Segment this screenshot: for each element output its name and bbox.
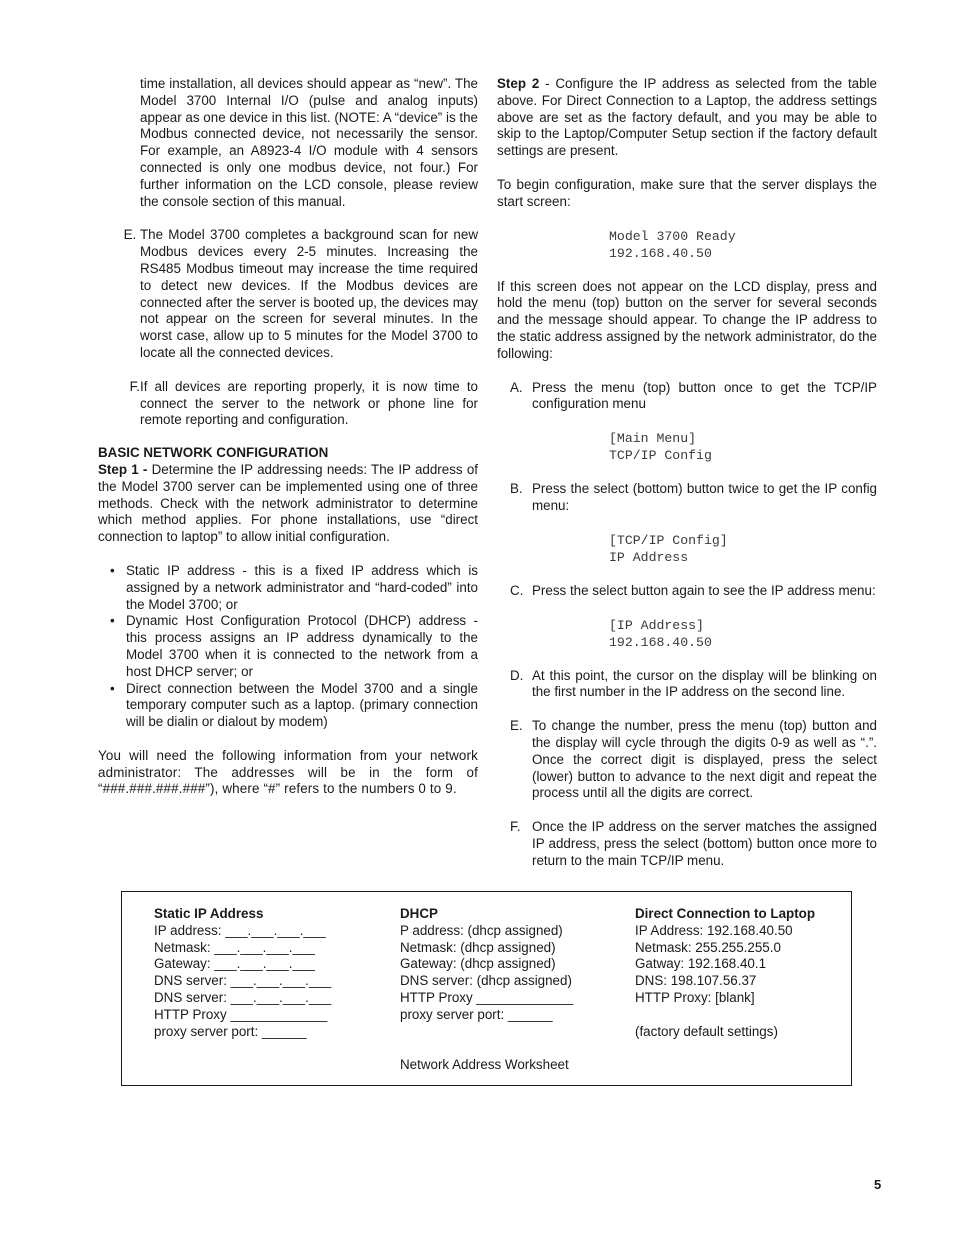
lcd-line: TCP/IP Config xyxy=(609,448,712,464)
list-item-f-right xyxy=(497,819,877,869)
item-text: At this point, the cursor on the display will be blinking on the first number in the IP address on the second line. xyxy=(532,667,877,700)
step2-text: - Configure the IP address as selected from the table above. For Direct Connection to a Laptop, the address settings above are set as the factory default, and you may be able to skip to the Laptop/Computer Setup section if the factory default settings are present. xyxy=(497,76,877,159)
list-item: • Static IP address - this is a fixed IP address which is assigned by a network administrator and “hard-coded” into the Model 3700; or xyxy=(126,563,478,613)
item-text: Press the select button again to see the IP address menu: xyxy=(532,582,876,598)
list-item-d xyxy=(497,668,877,702)
item-label: E. xyxy=(510,718,523,734)
factory-default-note: (factory default settings) xyxy=(635,1023,778,1039)
info-needed-paragraph: You will need the following information from your network administrator: The addresses will be in the form of “###.###.###.###”), where “#” refers to the numbers 0 to 9. xyxy=(98,747,478,797)
addressing-method-list xyxy=(98,563,478,731)
item-label: F. xyxy=(510,819,521,835)
list-item-a xyxy=(497,380,877,414)
worksheet-line: Netmask: ___.___.___.___ xyxy=(154,939,315,955)
step1-text: Determine the IP addressing needs: The IP address of the Model 3700 server can be implemented using one of three methods. Check with the network administrator to determine which method applies. For phone installations, use “direct connection to laptop” to allow initial configuration. xyxy=(98,461,478,545)
step1-paragraph xyxy=(98,462,478,546)
worksheet-line: DNS server: ___.___.___.___ xyxy=(154,973,332,989)
intro-paragraph: time installation, all devices should appear as “new”. The Model 3700 Internal I/O (pulse and analog inputs) appear as one device in this list. (NOTE: A “device” is the Modbus connected device, not necessarily the sensor. For example, an A8923-4 I/O module with 4 sensors connected is only one modbus device, not four.) For further information on the LCD console, please review the console section of this manual. xyxy=(140,76,478,209)
item-label: D. xyxy=(510,667,524,683)
if-screen-paragraph: If this screen does not appear on the LCD display, press and hold the menu (top) button on the server for several seconds and the message should appear. To change the IP address to the static address assigned by the network administrator, do the following: xyxy=(497,278,877,361)
step2-paragraph xyxy=(497,76,877,160)
lcd-line: [Main Menu] xyxy=(609,431,697,447)
lcd-line: 192.168.40.50 xyxy=(609,634,712,650)
worksheet-line: P address: (dhcp assigned) xyxy=(400,922,563,938)
worksheet-line: Netmask: 255.255.255.0 xyxy=(635,939,781,955)
left-column xyxy=(98,76,478,798)
list-item-e xyxy=(98,227,478,361)
list-item-b xyxy=(497,481,877,515)
begin-paragraph: To begin configuration, make sure that the server displays the start screen: xyxy=(497,176,877,209)
worksheet-line: proxy server port: ______ xyxy=(400,1006,553,1022)
item-text: If all devices are reporting properly, it is now time to connect the server to the network or phone line for remote reporting and configuration. xyxy=(140,378,478,428)
worksheet-line: Gateway: ___.___.___.___ xyxy=(154,956,315,972)
worksheet-line: DNS server: (dhcp assigned) xyxy=(400,973,572,989)
item-label: A. xyxy=(510,379,523,395)
item-text: Press the menu (top) button once to get the TCP/IP configuration menu xyxy=(532,379,877,412)
worksheet-line: Netmask: (dhcp assigned) xyxy=(400,939,556,955)
worksheet-line: Gateway: (dhcp assigned) xyxy=(400,956,556,972)
page-number: 5 xyxy=(874,1177,882,1192)
lcd-screen-tcpip-config xyxy=(497,532,877,566)
worksheet-line: DNS server: ___.___.___.___ xyxy=(154,989,332,1005)
list-item: • Direct connection between the Model 3700 and a single temporary computer such as a laptop. (primary connection will be dialin or dialout by modem) xyxy=(126,681,478,731)
worksheet-line: HTTP Proxy: [blank] xyxy=(635,989,755,1005)
worksheet-line: Gatway: 192.168.40.1 xyxy=(635,956,767,972)
item-label: B. xyxy=(510,481,523,497)
right-column xyxy=(497,76,877,870)
item-text: Press the select (bottom) button twice to get the IP config menu: xyxy=(532,481,877,513)
lcd-line: Model 3700 Ready xyxy=(609,228,736,244)
worksheet-caption: Network Address Worksheet xyxy=(400,1057,569,1072)
worksheet-line: proxy server port: ______ xyxy=(154,1023,307,1039)
direct-connection-column xyxy=(635,906,815,1040)
item-label: C. xyxy=(510,582,524,598)
network-address-worksheet xyxy=(121,891,852,1086)
list-item-c xyxy=(497,583,877,600)
lcd-screen-ip-address xyxy=(497,617,877,651)
step2-label: Step 2 xyxy=(497,76,540,91)
column-title: Static IP Address xyxy=(154,906,264,921)
item-label: F. xyxy=(129,378,140,394)
worksheet-line: HTTP Proxy _____________ xyxy=(400,989,574,1005)
item-text: Once the IP address on the server matches the assigned IP address, press the select (bottom) button once more to return to the main TCP/IP menu. xyxy=(532,819,877,868)
lcd-line: IP Address xyxy=(609,549,689,565)
item-text: The Model 3700 completes a background scan for new Modbus devices every 2-5 minutes. Increasing the RS485 Modbus timeout may increase the time required to detect new devices. If the Modbus devices are connected after the server is booted up, the devices may not appear on the screen for several minutes. In the worst case, allow up to 5 minutes for the Model 3700 to locate all the connected devices. xyxy=(140,227,478,360)
list-item-f xyxy=(98,379,478,429)
column-title: DHCP xyxy=(400,906,438,921)
worksheet-line: IP address: ___.___.___.___ xyxy=(154,922,326,938)
dhcp-column xyxy=(400,906,573,1024)
lcd-line: 192.168.40.50 xyxy=(609,245,712,261)
lcd-line: [IP Address] xyxy=(609,617,704,633)
lcd-screen-start xyxy=(497,228,877,262)
lcd-line: [TCP/IP Config] xyxy=(609,532,728,548)
item-label: E. xyxy=(123,227,137,243)
list-item-e-right xyxy=(497,718,877,802)
list-item: • Dynamic Host Configuration Protocol (DHCP) address - this process assigns an IP address dynamically to the Model 3700 when it is connected to the network from a host DHCP server; or xyxy=(126,613,478,680)
static-ip-column xyxy=(154,906,331,1040)
section-heading: BASIC NETWORK CONFIGURATION xyxy=(98,445,329,461)
worksheet-line: IP Address: 192.168.40.50 xyxy=(635,922,793,938)
worksheet-line: DNS: 198.107.56.37 xyxy=(635,973,757,989)
item-text: To change the number, press the menu (top) button and the display will cycle through the digits 0-9 as well as “.”. Once the correct digit is displayed, press the select (lower) button to advance to the next digit and repeat the process until all the digits are correct. xyxy=(532,718,877,801)
lcd-screen-main-menu xyxy=(497,430,877,464)
worksheet-line: HTTP Proxy _____________ xyxy=(154,1006,328,1022)
step1-label: Step 1 - xyxy=(98,461,148,477)
column-title: Direct Connection to Laptop xyxy=(635,906,816,921)
